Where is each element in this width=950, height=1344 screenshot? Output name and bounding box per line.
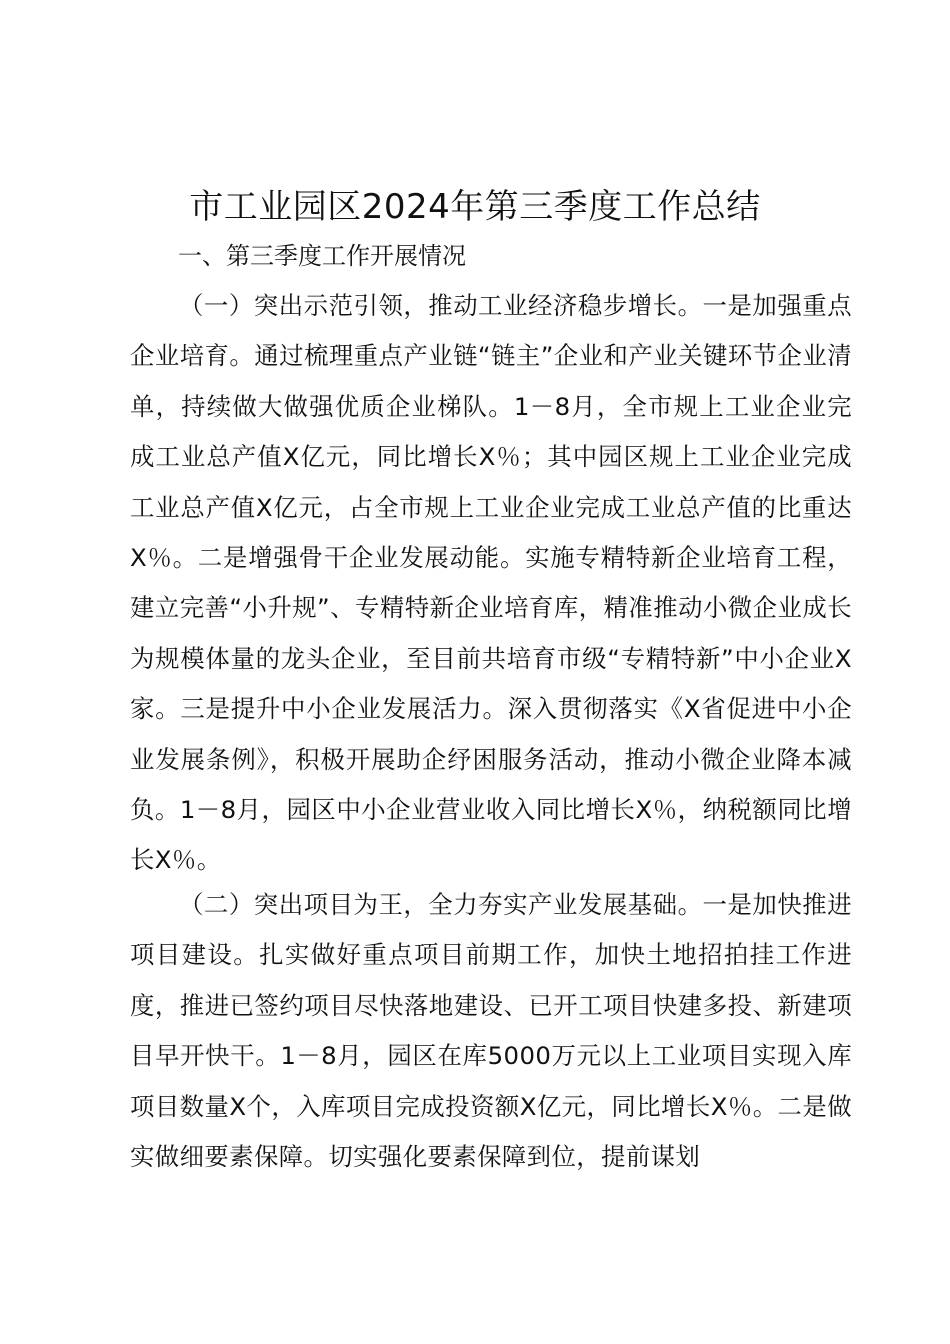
section-heading: 一、第三季度工作开展情况 <box>178 242 466 270</box>
body-paragraph: （一）突出示范引领，推动工业经济稳步增长。一是加强重点企业培育。通过梳理重点产业链“链主”企业和产业关键环节企业清单，持续做大做强优质企业梯队。1－8月，全市规上工业企业完成工业总产值X亿元，同比增长X％；其中园区规上工业企业完成工业总产值X亿元，占全市规上工业企业完成工业总产值的比重达X％。二是增强骨干企业发展动能。实施专精特新企业培育工程，建立完善“小升规”、专精特新企业培育库，精准推动小微企业成长为规模体量的龙头企业，至目前共培育市级“专精特新”中小企业X家。三是提升中小企业发展活力。深入贯彻落实《X省促进中小企业发展条例》，积极开展助企纾困服务活动，推动小微企业降本减负。1－8月，园区中小企业营业收入同比增长X％，纳税额同比增长X％。 <box>130 291 852 875</box>
document-title: 市工业园区2024年第三季度工作总结 <box>189 187 761 227</box>
body-paragraph: （二）突出项目为王，全力夯实产业发展基础。一是加快推进项目建设。扎实做好重点项目前期工作，加快土地招拍挂工作进度，推进已签约项目尽快落地建设、已开工项目快建多投、新建项目早开快干。1－8月，园区在库5000万元以上工业项目实现入库项目数量X个，入库项目完成投资额X亿元，同比增长X％。二是做实做细要素保障。切实强化要素保障到位，提前谋划 <box>130 890 852 1172</box>
